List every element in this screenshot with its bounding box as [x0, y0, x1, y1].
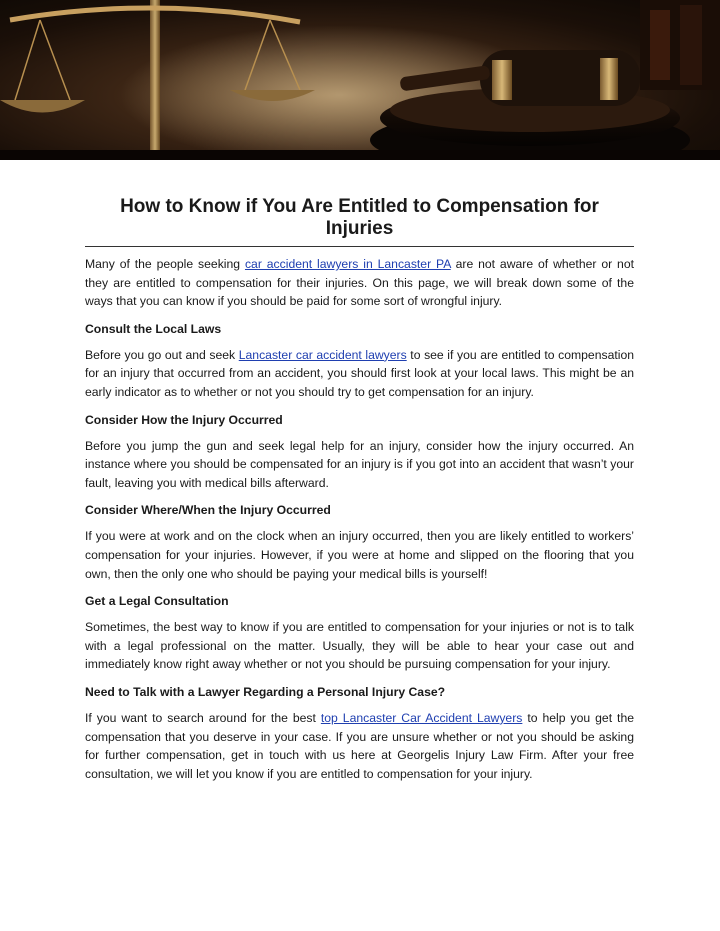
link-car-accident-lawyers-lancaster-pa[interactable]: car accident lawyers in Lancaster PA	[244, 257, 451, 271]
section-paragraph-legal-consultation: Sometimes, the best way to know if you are entitled to compensation for your injuries or not is to talk with a legal professional on the matter. Usually, they will be able to hear your case out and immediately know right away whether or not you should be pursuing compensation for your injury.	[85, 620, 634, 672]
page-title: How to Know if You Are Entitled to Compensation for Injuries	[85, 196, 634, 247]
document-page	[85, 196, 634, 783]
section-heading-legal-consultation: Get a Legal Consultation	[85, 594, 229, 609]
section-paragraph-consult-local-laws: Before you go out and seek Lancaster car accident lawyers to see if you are entitled to compensation for an injury that occurred from an accident, you should first look at your local laws. This might be an early indicator as to whether or not you should try to get compensation for an injury.	[85, 347, 635, 399]
gavel-and-scales-photo-icon	[0, 0, 720, 160]
section-paragraph-talk-with-lawyer: If you want to search around for the best top Lancaster Car Accident Lawyers to help you get the compensation that you deserve in your case. If you are unsure whether or not you should be asking for further compensation, get in touch with us here at Georgelis Injury Law Firm. After your free consultation, we will let you know if you are entitled to compensation for your injury.	[85, 710, 634, 781]
section-paragraph-where-when-injury-occurred: If you were at work and on the clock when an injury occurred, then you are likely entitled to workers’ compensation for your injuries. However, if you were at home and slipped on the flooring that you own, then the only one who should be paying your medical bills is yourself!	[85, 529, 634, 581]
link-top-lancaster-car-accident-lawyers[interactable]: top Lancaster Car Accident Lawyers	[320, 710, 523, 725]
section-paragraph-how-injury-occurred: Before you jump the gun and seek legal help for an injury, consider how the injury occurred. An instance where you should be compensated for an injury is if you got into an accident that wasn’t your fault, leaving you with medical bills afterward.	[85, 438, 634, 490]
header-image	[0, 0, 720, 160]
section-heading-consult-local-laws: Consult the Local Laws	[85, 321, 222, 336]
section-heading-talk-with-lawyer: Need to Talk with a Lawyer Regarding a Personal Injury Case?	[85, 684, 446, 699]
section-heading-how-injury-occurred: Consider How the Injury Occurred	[85, 412, 283, 427]
intro-paragraph: Many of the people seeking car accident lawyers in Lancaster PA are not aware of whether or not they are entitled to compensation for their injuries. On this page, we will break down some of the ways that you can know if you should be paid for some sort of wrongful injury.	[85, 257, 634, 309]
link-lancaster-car-accident-lawyers[interactable]: Lancaster car accident lawyers	[238, 347, 407, 362]
section-heading-where-when-injury-occurred: Consider Where/When the Injury Occurred	[85, 503, 331, 518]
